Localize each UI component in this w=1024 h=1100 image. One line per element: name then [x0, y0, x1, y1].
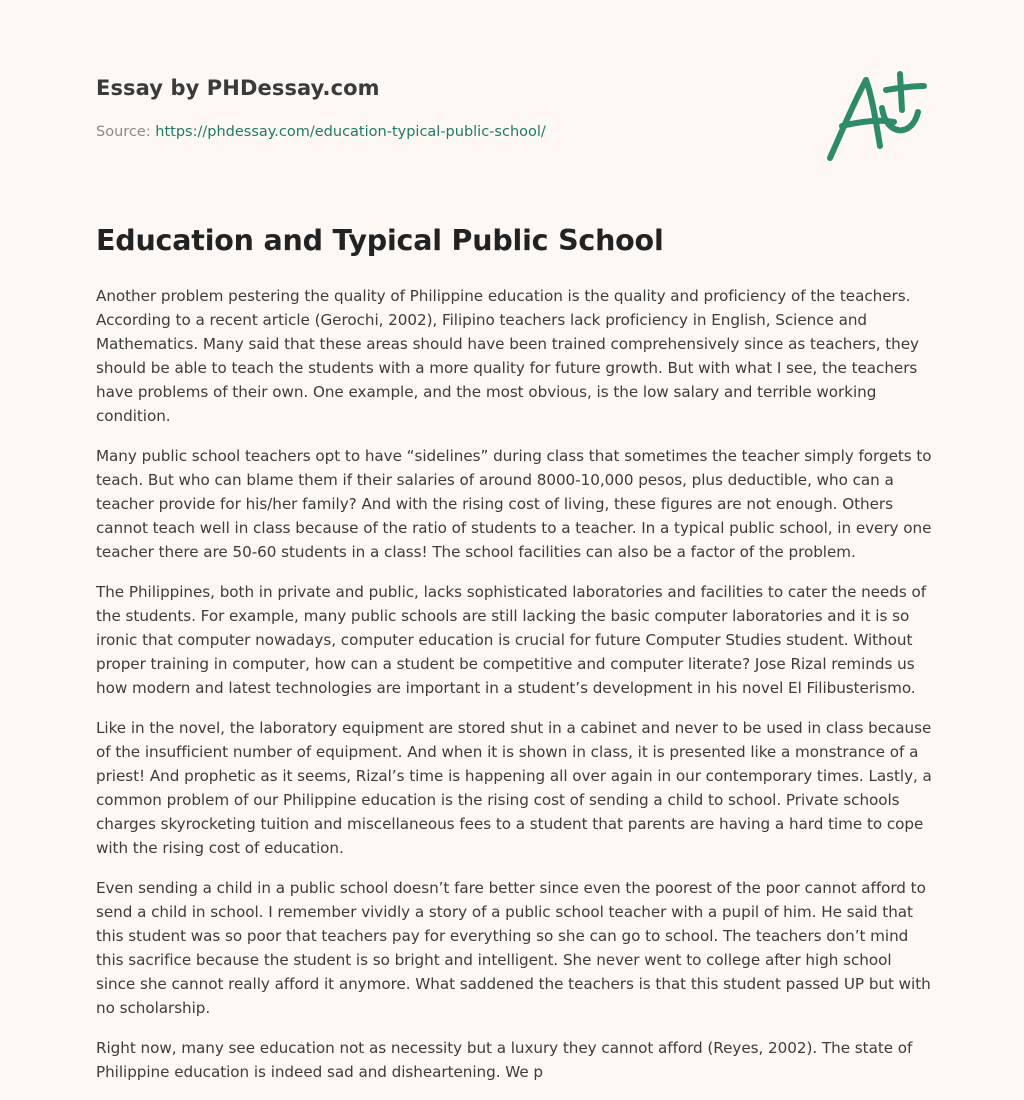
essay-body	[96, 284, 932, 1100]
paragraph: Many public school teachers opt to have “sidelines” during class that sometimes the teacher simply forgets to teach. But who can blame them if their salaries of around 8000-10,000 pesos, plus deductible, who can a teacher provide for his/her family? And with the rising cost of living, these figures are not enough. Others cannot teach well in class because of the ratio of students to a teacher. In a typical public school, in every one teacher there are 50-60 students in a class! The school facilities can also be a factor of the problem.	[96, 447, 932, 561]
paragraph: Right now, many see education not as necessity but a luxury they cannot afford (Reyes, 2002). The state of Philippine education is indeed sad and disheartening. We p	[96, 1039, 913, 1081]
paragraph: Another problem pestering the quality of Philippine education is the quality and proficiency of the teachers. According to a recent article (Gerochi, 2002), Filipino teachers lack proficiency in English, Science and Mathematics. Many said that these areas should have been trained comprehensively since as teachers, they should be able to teach the students with a more quality for future growth. But with what I see, the teachers have problems of their own. One example, and the most obvious, is the low salary and terrible working condition.	[96, 287, 919, 425]
a-plus-logo-icon	[820, 66, 930, 166]
source-link[interactable]: https://phdessay.com/education-typical-public-school/	[155, 124, 546, 140]
paragraph: The Philippines, both in private and public, lacks sophisticated laboratories and facilities to cater the needs of the students. For example, many public schools are still lacking the basic computer laboratories and it is so ironic that computer nowadays, computer education is crucial for future Computer Studies student. Without proper training in computer, how can a student be competitive and computer literate? Jose Rizal reminds us how modern and latest technologies are important in a student’s development in his novel El Filibusterismo.	[96, 583, 927, 697]
paragraph: Even sending a child in a public school doesn’t fare better since even the poorest of the poor cannot afford to send a child in school. I remember vividly a story of a public school teacher with a pupil of him. He said that this student was so poor that teachers pay for everything so she can go to school. The teachers don’t mind this sacrifice because the student is so bright and intelligent. She never went to college after high school since she cannot really afford it anymore. What saddened the teachers is that this student passed UP but with no scholarship.	[96, 879, 931, 1017]
source-line	[96, 124, 546, 140]
source-label: Source:	[96, 124, 151, 140]
paragraph: Like in the novel, the laboratory equipment are stored shut in a cabinet and never to be used in class because of the insufficient number of equipment. And when it is shown in class, it is presented like a monstrance of a priest! And prophetic as it seems, Rizal’s time is happening all over again in our contemporary times. Lastly, a common problem of our Philippine education is the rising cost of sending a child to school. Private schools charges skyrocketing tuition and miscellaneous fees to a student that parents are having a hard time to cope with the rising cost of education.	[96, 719, 932, 857]
site-title: Essay by PHDessay.com	[96, 76, 380, 100]
essay-title: Education and Typical Public School	[96, 224, 664, 257]
